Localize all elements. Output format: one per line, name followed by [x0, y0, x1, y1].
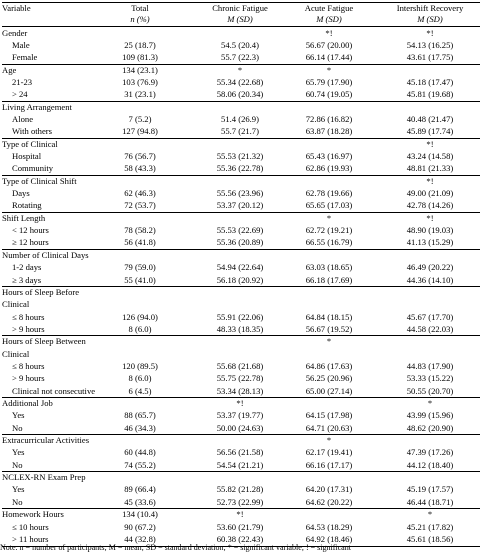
header-bottom-rule: [2, 26, 480, 27]
intershift-recovery-cell: 48.90 (19.03): [406, 225, 454, 236]
intershift-recovery-cell: 47.39 (17.26): [406, 447, 454, 458]
table-row: [2, 40, 480, 51]
acute-fatigue-cell: 66.14 (17.44): [305, 52, 353, 63]
table-row: [2, 237, 480, 248]
table-row: [2, 200, 480, 211]
acute-fatigue-cell: 66.18 (17.69): [305, 274, 353, 285]
category-row: [2, 336, 480, 347]
chronic-fatigue-cell: 55.7 (22.3): [221, 52, 259, 63]
chronic-fatigue-cell: 55.53 (21.32): [216, 151, 264, 161]
chronic-fatigue-cell: 55.56 (23.96): [216, 188, 264, 199]
row-label: < 12 hours: [12, 225, 49, 236]
table-row: [2, 312, 480, 323]
total-cell: 88 (65.7): [124, 410, 156, 421]
intershift-recovery-cell: 44.58 (22.03): [406, 323, 454, 334]
chronic-fatigue-cell: 48.33 (18.35): [216, 323, 264, 334]
row-label: Female: [12, 52, 38, 63]
chronic-fatigue-cell: *: [237, 64, 243, 75]
total-cell: 31 (23.1): [124, 89, 156, 100]
header-chronic-sub: M (SD): [227, 14, 253, 24]
row-label: Clinical: [2, 348, 30, 359]
chronic-fatigue-cell: *!: [236, 398, 244, 408]
chronic-fatigue-cell: 60.38 (22.43): [216, 533, 264, 544]
row-label: No: [12, 459, 23, 470]
acute-fatigue-cell: 62.86 (19.93): [305, 163, 353, 174]
category-row: [2, 176, 480, 187]
header-intershift-recovery: Intershift Recovery: [396, 3, 464, 13]
acute-fatigue-cell: 63.03 (18.65): [305, 262, 353, 273]
category-row: [2, 287, 480, 298]
header-total: Total: [131, 3, 149, 13]
intershift-recovery-cell: 45.89 (17.74): [406, 126, 454, 137]
table-row: [2, 163, 480, 174]
acute-fatigue-cell: *: [326, 212, 332, 223]
intershift-recovery-cell: 44.36 (14.10): [406, 274, 454, 285]
row-label: Type of Clinical Shift: [2, 175, 77, 186]
intershift-recovery-cell: 40.48 (21.47): [406, 113, 454, 124]
row-label: No: [12, 496, 23, 507]
total-cell: 60 (44.8): [124, 447, 156, 458]
row-label: ≥ 3 days: [12, 274, 42, 285]
intershift-recovery-cell: *: [427, 398, 433, 408]
total-cell: 62 (46.3): [124, 188, 156, 199]
table-row: [2, 89, 480, 100]
chronic-fatigue-cell: 54.5 (20.4): [221, 39, 259, 50]
table-row: [2, 188, 480, 199]
row-label: > 9 hours: [12, 373, 45, 384]
intershift-recovery-cell: 45.61 (18.56): [406, 533, 454, 544]
total-cell: 46 (34.3): [124, 422, 156, 433]
table-row: [2, 151, 480, 162]
intershift-recovery-cell: 45.21 (17.82): [406, 521, 454, 532]
category-row: [2, 139, 480, 150]
total-cell: 58 (43.3): [124, 163, 156, 174]
total-cell: 120 (89.5): [122, 360, 158, 371]
acute-fatigue-cell: *: [326, 64, 332, 75]
category-row: [2, 472, 480, 483]
intershift-recovery-cell: 45.81 (19.68): [406, 89, 454, 100]
row-label: Homework Hours: [2, 509, 64, 520]
table-row: [2, 52, 480, 63]
row-label: Living Arrangement: [2, 101, 72, 112]
total-cell: 74 (55.2): [124, 459, 156, 470]
row-label: Clinical not consecutive: [12, 385, 96, 396]
intershift-recovery-cell: 46.44 (18.71): [406, 496, 454, 507]
intershift-recovery-cell: *: [427, 509, 433, 520]
acute-fatigue-cell: 64.84 (18.15): [305, 311, 353, 322]
table-row: [2, 126, 480, 137]
total-cell: 44 (32.8): [124, 533, 156, 544]
intershift-recovery-cell: 44.83 (17.90): [406, 360, 454, 371]
category-row: [2, 65, 480, 76]
row-label: Male: [12, 39, 30, 50]
acute-fatigue-cell: 64.53 (18.29): [305, 521, 353, 532]
row-label: With others: [12, 126, 52, 137]
total-cell: 8 (6.0): [128, 373, 152, 384]
row-label: ≤ 8 hours: [12, 360, 45, 371]
row-label: Hours of Sleep Between: [2, 336, 86, 347]
category-row: [2, 213, 480, 224]
chronic-fatigue-cell: 56.18 (20.92): [216, 274, 264, 285]
chronic-fatigue-cell: 53.37 (19.77): [216, 410, 264, 421]
intershift-recovery-cell: 45.18 (17.47): [406, 76, 454, 87]
total-cell: 55 (41.0): [124, 274, 156, 285]
intershift-recovery-cell: 43.24 (14.58): [406, 151, 454, 161]
chronic-fatigue-cell: 54.94 (22.64): [216, 262, 264, 273]
row-label: 1-2 days: [12, 262, 42, 273]
intershift-recovery-cell: 44.12 (18.40): [406, 459, 454, 470]
chronic-fatigue-cell: 55.75 (22.78): [216, 373, 264, 384]
intershift-recovery-cell: 48.81 (21.33): [406, 163, 454, 174]
row-label: Days: [12, 188, 30, 199]
table-row: [2, 262, 480, 273]
acute-fatigue-cell: 64.92 (18.46): [305, 533, 353, 544]
table-row: [2, 361, 480, 372]
table-row: [2, 114, 480, 125]
chronic-fatigue-cell: 50.00 (24.63): [216, 422, 264, 433]
acute-fatigue-cell: 72.86 (16.82): [305, 113, 353, 124]
category-row: [2, 250, 480, 261]
acute-fatigue-cell: 62.72 (19.21): [305, 225, 353, 236]
table-row: [2, 423, 480, 434]
row-label: Gender: [2, 27, 28, 38]
category-row: [2, 398, 480, 409]
intershift-recovery-cell: 54.13 (16.25): [406, 39, 454, 50]
row-label: > 11 hours: [12, 533, 49, 544]
row-label: ≤ 8 hours: [12, 311, 45, 322]
acute-fatigue-cell: 60.74 (19.05): [305, 89, 353, 100]
acute-fatigue-cell: 63.87 (18.28): [305, 126, 353, 137]
table-row: [2, 460, 480, 471]
header-total-sub: n (%): [130, 14, 150, 24]
chronic-fatigue-cell: 55.34 (22.68): [216, 76, 264, 87]
total-cell: 126 (94.0): [122, 311, 158, 322]
table-row: [2, 410, 480, 421]
total-cell: 109 (81.3): [122, 52, 158, 63]
total-cell: 103 (76.9): [122, 76, 158, 87]
row-label: Rotating: [12, 200, 42, 211]
acute-fatigue-cell: 65.79 (17.90): [305, 76, 353, 87]
header-acute-sub: M (SD): [316, 14, 342, 24]
chronic-fatigue-cell: 56.56 (21.58): [216, 447, 264, 458]
acute-fatigue-cell: 56.25 (20.96): [305, 373, 353, 384]
table-row: [2, 225, 480, 236]
total-cell: 25 (18.7): [124, 39, 156, 50]
total-cell: 8 (6.0): [128, 323, 152, 334]
intershift-recovery-cell: *!: [426, 27, 434, 38]
intershift-recovery-cell: 43.99 (15.96): [406, 410, 454, 421]
table-row: [2, 447, 480, 458]
row-label: Hours of Sleep Before: [2, 286, 80, 297]
chronic-fatigue-cell: 53.37 (20.12): [216, 200, 264, 211]
row-label: Community: [12, 163, 54, 174]
row-label: ≥ 12 hours: [12, 237, 49, 248]
row-label: Yes: [12, 410, 25, 421]
row-label: Alone: [12, 113, 34, 124]
total-cell: 134 (10.4): [122, 509, 158, 520]
row-label: Extracurricular Activities: [2, 435, 90, 446]
intershift-recovery-cell: 45.19 (17.57): [406, 484, 454, 495]
intershift-recovery-cell: 48.62 (20.90): [406, 422, 454, 433]
chronic-fatigue-cell: 53.60 (21.79): [216, 521, 264, 532]
row-label: Yes: [12, 447, 25, 458]
acute-fatigue-cell: 62.78 (19.66): [305, 188, 353, 199]
intershift-recovery-cell: 42.78 (14.26): [406, 200, 454, 211]
chronic-fatigue-cell: 53.34 (28.13): [216, 385, 264, 396]
row-label: > 24: [12, 89, 28, 100]
category-row: [2, 299, 480, 310]
table-row: [2, 373, 480, 384]
total-cell: 79 (59.0): [124, 262, 156, 273]
table-row: [2, 77, 480, 88]
acute-fatigue-cell: *: [326, 435, 332, 446]
chronic-fatigue-cell: 55.36 (20.89): [216, 237, 264, 248]
intershift-recovery-cell: *!: [426, 138, 434, 149]
header-chronic-fatigue: Chronic Fatigue: [212, 3, 268, 13]
row-label: Hospital: [12, 151, 42, 161]
acute-fatigue-cell: 56.67 (19.52): [305, 323, 353, 334]
acute-fatigue-cell: 64.86 (17.63): [305, 360, 353, 371]
total-cell: 72 (53.7): [124, 200, 156, 211]
table-footnote: Note. n = number of participants; M = mean; SD = standard deviation; * = significant variable; ! = significant: [0, 543, 351, 552]
total-cell: 90 (67.2): [124, 521, 156, 532]
row-label: Additional Job: [2, 398, 53, 408]
chronic-fatigue-cell: 55.7 (21.7): [221, 126, 259, 137]
intershift-recovery-cell: 53.33 (15.22): [406, 373, 454, 384]
table-row: [2, 484, 480, 495]
acute-fatigue-cell: *!: [325, 27, 333, 38]
intershift-recovery-cell: 46.49 (20.22): [406, 262, 454, 273]
intershift-recovery-cell: *!: [426, 212, 434, 223]
total-cell: 89 (66.4): [124, 484, 156, 495]
total-cell: 7 (5.2): [128, 113, 152, 124]
row-label: Age: [2, 64, 17, 75]
acute-fatigue-cell: *: [326, 336, 332, 347]
total-cell: 76 (56.7): [124, 151, 156, 161]
table-row: [2, 522, 480, 533]
row-label: Type of Clinical: [2, 138, 58, 149]
total-cell: 6 (4.5): [128, 385, 152, 396]
chronic-fatigue-cell: 51.4 (26.9): [221, 113, 259, 124]
chronic-fatigue-cell: 55.82 (21.28): [216, 484, 264, 495]
intershift-recovery-cell: 45.67 (17.70): [406, 311, 454, 322]
header-recovery-sub: M (SD): [417, 14, 443, 24]
table-row: [2, 386, 480, 397]
intershift-recovery-cell: *!: [426, 175, 434, 186]
acute-fatigue-cell: 65.00 (27.14): [305, 385, 353, 396]
chronic-fatigue-cell: 58.06 (20.34): [216, 89, 264, 100]
total-cell: 78 (58.2): [124, 225, 156, 236]
header-variable: Variable: [2, 3, 31, 13]
total-cell: 56 (41.8): [124, 237, 156, 248]
acute-fatigue-cell: 64.20 (17.31): [305, 484, 353, 495]
acute-fatigue-cell: 64.15 (17.98): [305, 410, 353, 421]
acute-fatigue-cell: 64.62 (20.22): [305, 496, 353, 507]
header-row-1: [2, 3, 480, 14]
acute-fatigue-cell: 66.16 (17.17): [305, 459, 353, 470]
row-label: ≤ 10 hours: [12, 521, 49, 532]
chronic-fatigue-cell: *!: [236, 509, 244, 520]
row-label: NCLEX-RN Exam Prep: [2, 472, 86, 483]
category-row: [2, 28, 480, 39]
row-label: Yes: [12, 484, 25, 495]
intershift-recovery-cell: 43.61 (17.75): [406, 52, 454, 63]
chronic-fatigue-cell: 54.54 (21.21): [216, 459, 264, 470]
row-label: Shift Length: [2, 212, 46, 223]
row-label: 21-23: [12, 76, 33, 87]
intershift-recovery-cell: 41.13 (15.29): [406, 237, 454, 248]
acute-fatigue-cell: 64.71 (20.63): [305, 422, 353, 433]
header-row-2: [2, 14, 480, 25]
chronic-fatigue-cell: 55.53 (22.69): [216, 225, 264, 236]
category-row: [2, 509, 480, 520]
row-label: > 9 hours: [12, 323, 45, 334]
intershift-recovery-cell: 50.55 (20.70): [406, 385, 454, 396]
row-label: Number of Clinical Days: [2, 249, 89, 260]
category-row: [2, 435, 480, 446]
total-cell: 134 (23.1): [122, 64, 158, 75]
row-label: Clinical: [2, 299, 30, 310]
chronic-fatigue-cell: 55.68 (21.68): [216, 360, 264, 371]
table-row: [2, 275, 480, 286]
header-acute-fatigue: Acute Fatigue: [304, 3, 354, 13]
acute-fatigue-cell: 56.67 (20.00): [305, 39, 353, 50]
table-row: [2, 324, 480, 335]
total-cell: 127 (94.8): [122, 126, 158, 137]
acute-fatigue-cell: 65.43 (16.97): [305, 151, 353, 161]
row-label: No: [12, 422, 23, 433]
category-row: [2, 102, 480, 113]
chronic-fatigue-cell: 55.91 (22.06): [216, 311, 264, 322]
acute-fatigue-cell: 66.55 (16.79): [305, 237, 353, 248]
chronic-fatigue-cell: 52.73 (22.99): [216, 496, 264, 507]
table-row: [2, 497, 480, 508]
acute-fatigue-cell: 65.65 (17.03): [305, 200, 353, 211]
intershift-recovery-cell: 49.00 (21.09): [406, 188, 454, 199]
total-cell: 45 (33.6): [124, 496, 156, 507]
acute-fatigue-cell: 62.17 (19.41): [305, 447, 353, 458]
chronic-fatigue-cell: 55.36 (22.78): [216, 163, 264, 174]
category-row: [2, 349, 480, 360]
